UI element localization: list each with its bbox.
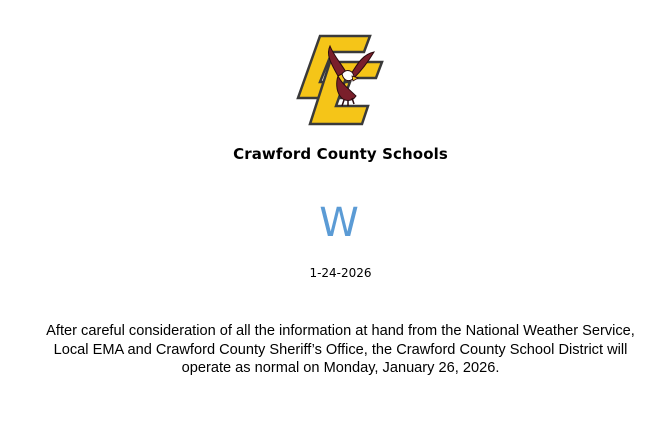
announcement-body: After careful consideration of all the information at hand from the National Weather Service, Local EMA and Crawford County Sheriff’s Office, the Crawford County School District will operate as normal on Monday, January 26, 2026. [46,323,635,376]
wordmark-letter: W [319,200,359,246]
announcement-date: 1-24-2026 [309,266,372,280]
organization-title: Crawford County Schools [233,145,448,163]
school-logo [290,32,390,128]
